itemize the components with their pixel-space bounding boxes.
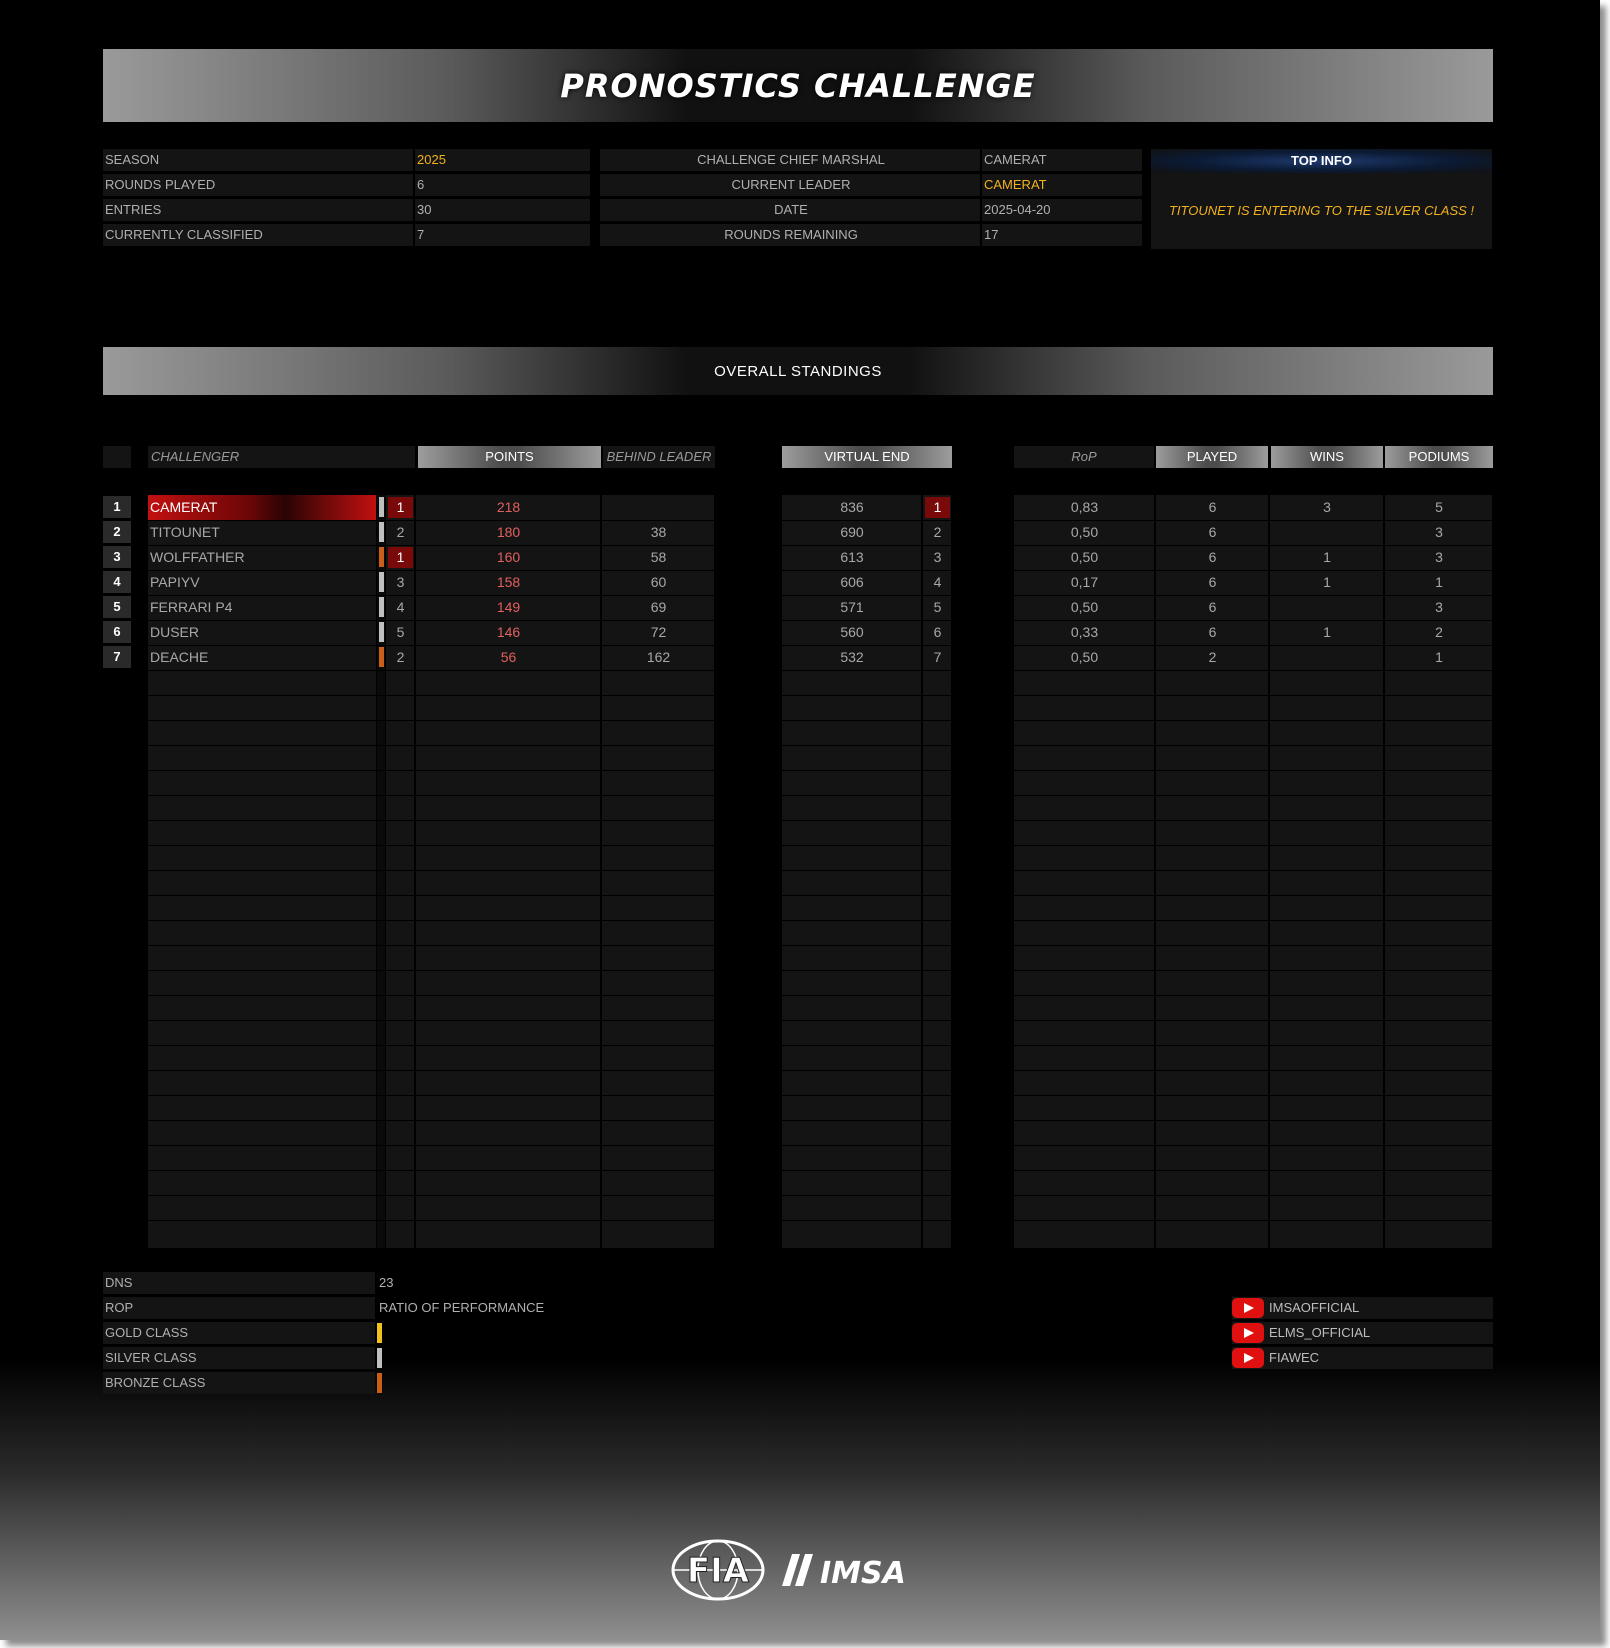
wins-value: 1 xyxy=(1323,624,1331,640)
row-divider xyxy=(782,1170,952,1171)
info-value: 6 xyxy=(415,174,590,196)
row-divider xyxy=(1014,995,1493,996)
row-divider xyxy=(148,845,715,846)
imsa-logo xyxy=(778,1550,938,1590)
row-divider xyxy=(782,1045,952,1046)
virtual-end-value: 571 xyxy=(840,599,864,615)
row-divider xyxy=(148,920,715,921)
position-badge: 5 xyxy=(103,596,131,618)
points-value: 149 xyxy=(496,599,521,615)
legend-swatch xyxy=(377,1348,382,1368)
youtube-channel-name: ELMS_OFFICIAL xyxy=(1269,1325,1371,1340)
wins-value: 1 xyxy=(1323,574,1331,590)
class-bar xyxy=(379,497,384,517)
info-value: 7 xyxy=(415,224,590,246)
legend-value: RATIO OF PERFORMANCE xyxy=(379,1300,545,1315)
class-rank: 1 xyxy=(388,497,413,518)
rop-value: 0,50 xyxy=(1070,524,1099,540)
row-divider xyxy=(148,895,715,896)
row-divider xyxy=(148,970,715,971)
played-value: 6 xyxy=(1208,624,1217,640)
virtual-end-header: VIRTUAL END xyxy=(782,446,952,468)
row-divider xyxy=(1014,870,1493,871)
legend-label: BRONZE CLASS xyxy=(103,1372,375,1394)
position-badge: 1 xyxy=(103,496,131,518)
row-divider xyxy=(1014,1045,1493,1046)
youtube-channel-name: IMSAOFFICIAL xyxy=(1269,1300,1360,1315)
info-label: CURRENTLY CLASSIFIED xyxy=(103,224,413,246)
row-divider xyxy=(782,695,952,696)
row-divider xyxy=(782,995,952,996)
class-rank: 3 xyxy=(396,574,405,590)
class-bar xyxy=(379,597,384,617)
row-divider xyxy=(782,1220,952,1221)
info-label: DATE xyxy=(600,199,980,221)
youtube-icon xyxy=(1232,1323,1264,1343)
row-divider xyxy=(1014,945,1493,946)
info-value: 2025 xyxy=(415,149,590,171)
row-divider xyxy=(1014,1095,1493,1096)
rop-value: 0,17 xyxy=(1070,574,1099,590)
row-divider xyxy=(782,1095,952,1096)
youtube-link[interactable] xyxy=(1232,1347,1493,1369)
virtual-end-value: 836 xyxy=(840,499,864,515)
row-divider xyxy=(1014,1220,1493,1221)
virtual-end-value: 613 xyxy=(840,549,864,565)
position-badge: 2 xyxy=(103,521,131,543)
row-divider xyxy=(1014,920,1493,921)
rop-value: 0,50 xyxy=(1070,649,1099,665)
wins-value: 1 xyxy=(1323,549,1331,565)
podiums-value: 3 xyxy=(1435,524,1443,540)
row-divider xyxy=(782,970,952,971)
row-divider xyxy=(782,945,952,946)
points-value: 160 xyxy=(496,549,521,565)
info-value: 17 xyxy=(982,224,1142,246)
challenger-name: DUSER xyxy=(150,624,200,640)
row-divider xyxy=(148,720,715,721)
podiums-value: 2 xyxy=(1435,624,1443,640)
page-title: PRONOSTICS CHALLENGE xyxy=(560,66,1036,105)
class-bar xyxy=(379,647,384,667)
row-divider xyxy=(148,870,715,871)
row-divider xyxy=(782,845,952,846)
info-value: 2025-04-20 xyxy=(982,199,1142,221)
virtual-rank: 3 xyxy=(933,549,942,565)
wins-value: 3 xyxy=(1323,499,1331,515)
row-divider xyxy=(1014,820,1493,821)
top-info-header: TOP INFO xyxy=(1151,149,1492,173)
row-divider xyxy=(1014,1195,1493,1196)
virtual-rank: 6 xyxy=(933,624,942,640)
rop-value: 0,33 xyxy=(1070,624,1099,640)
imsa-logo-text: IMSA xyxy=(820,1556,906,1590)
row-divider xyxy=(1014,1170,1493,1171)
challenger-header: CHALLENGER xyxy=(148,446,415,468)
row-divider xyxy=(1014,795,1493,796)
info-label: ROUNDS PLAYED xyxy=(103,174,413,196)
row-divider xyxy=(148,820,715,821)
played-value: 6 xyxy=(1208,574,1217,590)
row-divider xyxy=(148,745,715,746)
row-divider xyxy=(782,670,952,671)
behind-leader-header: BEHIND LEADER xyxy=(603,446,715,468)
rop-value: 0,50 xyxy=(1070,549,1099,565)
row-divider xyxy=(1014,845,1493,846)
row-divider xyxy=(782,820,952,821)
points-value: 180 xyxy=(496,524,521,540)
row-divider xyxy=(148,995,715,996)
row-divider xyxy=(148,1070,715,1071)
points-value: 56 xyxy=(500,649,517,665)
challenger-name: WOLFFATHER xyxy=(150,549,245,565)
title-banner xyxy=(103,49,1493,122)
row-divider xyxy=(782,920,952,921)
played-value: 6 xyxy=(1208,499,1217,515)
row-divider xyxy=(148,1120,715,1121)
behind-leader-value: 58 xyxy=(650,549,667,565)
row-divider xyxy=(148,1095,715,1096)
info-value: CAMERAT xyxy=(982,174,1142,196)
position-badge: 3 xyxy=(103,546,131,568)
class-rank: 5 xyxy=(396,624,405,640)
class-bar xyxy=(379,522,384,542)
row-divider xyxy=(782,1145,952,1146)
sponsor-logos xyxy=(670,1535,938,1605)
behind-leader-value xyxy=(602,495,715,520)
class-bar xyxy=(379,572,384,592)
podiums-value: 3 xyxy=(1435,599,1443,615)
wins-value xyxy=(1270,595,1384,620)
behind-leader-value: 60 xyxy=(650,574,667,590)
podiums-header: PODIUMS xyxy=(1385,446,1493,468)
row-divider xyxy=(782,720,952,721)
virtual-rank: 7 xyxy=(933,649,942,665)
podiums-value: 3 xyxy=(1435,549,1443,565)
info-value: 30 xyxy=(415,199,590,221)
position-badge: 6 xyxy=(103,621,131,643)
legend-label: DNS xyxy=(103,1272,375,1294)
virtual-end-value: 606 xyxy=(840,574,864,590)
info-label: SEASON xyxy=(103,149,413,171)
row-divider xyxy=(782,1195,952,1196)
rop-header: RoP xyxy=(1014,446,1154,468)
row-divider xyxy=(782,795,952,796)
row-divider xyxy=(148,1220,715,1221)
behind-leader-value: 69 xyxy=(650,599,667,615)
row-divider xyxy=(148,1170,715,1171)
class-rank: 1 xyxy=(388,547,413,568)
pos-header xyxy=(103,446,131,468)
points-value: 158 xyxy=(496,574,521,590)
row-divider xyxy=(1014,1145,1493,1146)
youtube-link[interactable] xyxy=(1232,1297,1493,1319)
played-value: 6 xyxy=(1208,599,1217,615)
rop-value: 0,83 xyxy=(1070,499,1099,515)
top-info-message: TITOUNET IS ENTERING TO THE SILVER CLASS ! xyxy=(1151,173,1492,249)
row-divider xyxy=(148,945,715,946)
virtual-end-value: 532 xyxy=(840,649,864,665)
behind-leader-value: 38 xyxy=(650,524,667,540)
challenger-name: DEACHE xyxy=(150,649,209,665)
row-divider xyxy=(782,770,952,771)
row-divider xyxy=(1014,695,1493,696)
row-divider xyxy=(1014,1070,1493,1071)
row-divider xyxy=(148,1145,715,1146)
wins-value xyxy=(1270,520,1384,545)
row-divider xyxy=(1014,670,1493,671)
points-value: 218 xyxy=(496,499,521,515)
fia-logo xyxy=(670,1538,766,1602)
row-divider xyxy=(782,870,952,871)
row-divider xyxy=(148,770,715,771)
youtube-channel-name: FIAWEC xyxy=(1269,1350,1320,1365)
played-value: 6 xyxy=(1208,524,1217,540)
row-divider xyxy=(148,1195,715,1196)
virtual-rank: 1 xyxy=(925,497,950,518)
info-label: ENTRIES xyxy=(103,199,413,221)
info-label: CURRENT LEADER xyxy=(600,174,980,196)
legend-swatch xyxy=(377,1373,382,1393)
wins-header: WINS xyxy=(1271,446,1383,468)
row-divider xyxy=(782,1070,952,1071)
row-divider xyxy=(148,670,715,671)
row-divider xyxy=(1014,895,1493,896)
row-divider xyxy=(1014,1120,1493,1121)
points-value: 146 xyxy=(496,624,521,640)
row-divider xyxy=(148,1045,715,1046)
row-divider xyxy=(1014,720,1493,721)
legend-value: 23 xyxy=(379,1275,394,1290)
virtual-rank: 5 xyxy=(933,599,942,615)
virtual-rank: 2 xyxy=(933,524,942,540)
row-divider xyxy=(1014,770,1493,771)
class-rank: 2 xyxy=(396,649,405,665)
info-value: CAMERAT xyxy=(982,149,1142,171)
row-divider xyxy=(782,1020,952,1021)
row-divider xyxy=(148,795,715,796)
class-rank: 2 xyxy=(396,524,405,540)
podiums-value: 1 xyxy=(1435,649,1443,665)
behind-leader-value: 72 xyxy=(650,624,667,640)
row-divider xyxy=(1014,1020,1493,1021)
behind-leader-value: 162 xyxy=(646,649,671,665)
wins-value xyxy=(1270,645,1384,670)
row-divider xyxy=(782,1120,952,1121)
challenger-name: FERRARI P4 xyxy=(150,599,233,615)
row-divider xyxy=(1014,970,1493,971)
played-value: 6 xyxy=(1208,549,1217,565)
virtual-end-value: 560 xyxy=(840,624,864,640)
fia-logo-text: FIA xyxy=(686,1551,750,1591)
youtube-icon xyxy=(1232,1348,1264,1368)
legend-swatch xyxy=(377,1323,382,1343)
virtual-rank: 4 xyxy=(933,574,942,590)
points-header: POINTS xyxy=(418,446,601,468)
class-bar xyxy=(379,547,384,567)
position-badge: 4 xyxy=(103,571,131,593)
section-title: OVERALL STANDINGS xyxy=(714,362,882,380)
class-bar xyxy=(379,622,384,642)
row-divider xyxy=(148,695,715,696)
legend-label: SILVER CLASS xyxy=(103,1347,375,1369)
rop-value: 0,50 xyxy=(1070,599,1099,615)
challenger-name: PAPIYV xyxy=(150,574,200,590)
position-badge: 7 xyxy=(103,646,131,668)
info-label: ROUNDS REMAINING xyxy=(600,224,980,246)
row-divider xyxy=(148,1020,715,1021)
youtube-link[interactable] xyxy=(1232,1322,1493,1344)
legend-label: GOLD CLASS xyxy=(103,1322,375,1344)
challenger-name: CAMERAT xyxy=(148,495,376,520)
row-divider xyxy=(782,745,952,746)
row-divider xyxy=(782,895,952,896)
legend-label: ROP xyxy=(103,1297,375,1319)
virtual-end-value: 690 xyxy=(840,524,864,540)
class-rank: 4 xyxy=(396,599,405,615)
youtube-icon xyxy=(1232,1298,1264,1318)
played-value: 2 xyxy=(1208,649,1217,665)
challenger-name: TITOUNET xyxy=(150,524,220,540)
row-divider xyxy=(1014,745,1493,746)
standings-banner xyxy=(103,347,1493,395)
info-label: CHALLENGE CHIEF MARSHAL xyxy=(600,149,980,171)
podiums-value: 5 xyxy=(1435,499,1443,515)
podiums-value: 1 xyxy=(1435,574,1443,590)
played-header: PLAYED xyxy=(1156,446,1268,468)
